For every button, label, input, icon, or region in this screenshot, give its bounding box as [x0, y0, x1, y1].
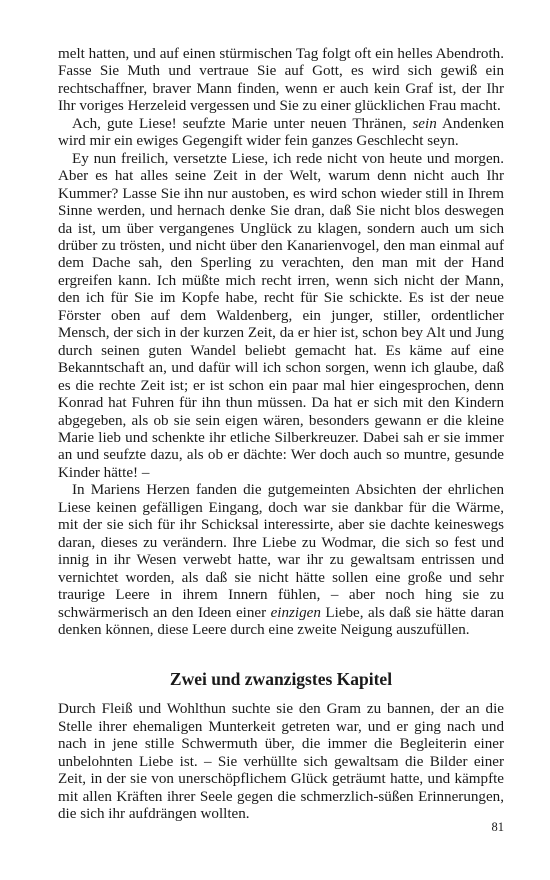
paragraph [58, 116, 504, 151]
chapter-heading: Zwei und zwanzigstes Kapitel [169, 669, 393, 690]
page-number: 81 [491, 820, 504, 834]
text-block [58, 46, 504, 639]
emphasis-text: einzigen [270, 604, 321, 621]
text-run: Durch Fleiß und Wohlthun suchte sie den Gram zu bannen, der an die Stelle ihrer ehemaligen Munterkeit getreten war, und er ging nach und nach in jene stille Schwermuth über, die immer die Begleiterin einer unbelohnten Liebe ist. – Sie verhüllte sich gewaltsam die Bilder einer Zeit, in der sie von unerschöpflichem Glück geträumt hatte, und kämpfte mit allen Kräften ihrer Seele gegen die schmerzlich-süßen Erinnerungen, die sich ihr aufdrängen wollten. [58, 701, 504, 823]
emphasis-text: sein [412, 115, 437, 132]
text-run: Andenken wird mir ein ewiges Gegengift wider fein ganzes Geschlecht seyn. [58, 115, 504, 150]
text-run: In Mariens Herzen fanden die gutgemeinten Absichten der ehrlichen Liese keinen gefälligen Eingang, doch war sie dankbar für die Wärme, mit der sie sich für ihr Schicksal interessirte, aber sie dachte keineswegs daran, dieses zu verändern. Ihre Liebe zu Wodmar, die sich so fest und innig in ihr Wesen verwebt hatte, war ihr zu gewaltsam entrissen und vernichtet worden, als daß sie nicht hätte sollen eine große und sehr traurige Leere in ihrem Innern fühlen, – aber noch hing sie zu schwärmerisch an den Ideen einer [58, 482, 504, 621]
page-body [58, 46, 504, 824]
paragraph [58, 701, 504, 823]
paragraph [58, 151, 504, 483]
text-run: Liebe, als daß sie hätte daran denken können, diese Leere durch eine zweite Neigung auszufüllen. [58, 604, 504, 638]
chapter-text-block [58, 701, 504, 823]
paragraph [58, 482, 504, 639]
text-run: Ach, gute Liese! seufzte Marie unter neuen Thränen, [72, 115, 413, 132]
text-run: melt hatten, und auf einen stürmischen Tag folgt oft ein helles Abendroth. Fasse Sie Muth und vertraue Sie auf Gott, es wird sich gewiß ein rechtschaffner, braver Mann finden, wenn er auch kein Graf ist, der Ihr Ihr voriges Herzeleid vergessen und Sie zu einer glücklichen Frau macht. [58, 46, 504, 115]
paragraph [58, 46, 504, 116]
text-run: Ey nun freilich, versetzte Liese, ich rede nicht von heute und morgen. Aber es hat alles seine Zeit in der Welt, warum denn nicht auch Ihr Kummer? Lasse Sie ihn nur austoben, es wird schon wieder still in Ihrem Sinne werden, und hernach denke Sie dran, daß Sie nicht blos deswegen da ist, um über vergangenes Unglück zu klagen, sondern auch um sich drüber zu trösten, und nicht über den Kanarienvogel, den man einmal auf dem Dache sah, den Sperling zu verachten, den man mit der Hand ergreifen kann. Ich müßte mich recht irren, wenn sich nicht der Mann, den ich für Sie im Kopfe habe, recht für Sie schickte. Es ist der neue Förster oben auf dem Waldenberg, ein junger, stiller, ordentlicher Mensch, der sich in der kurzen Zeit, da er hier ist, schon bey Alt und Jung durch seinen guten Wandel beliebt gemacht hat. Es käme auf eine Bekanntschaft an, und dafür will ich schon sorgen, wenn ich glaube, daß es die rechte Zeit ist; er ist schon ein paar mal hier eingesprochen, denn Konrad hat Fuhren für ihn thun müssen. Da hat er sich mit den Kindern abgegeben, als ob sie sein eigen wären, besonders gewann er die kleine Marie lieb und schenkte ihr etliche Silberkreuzer. Dabei sah er sie immer an und seufzte dazu, als ob er dächte: Wer doch auch so muntre, gesunde Kinder hätte! – [58, 150, 504, 481]
